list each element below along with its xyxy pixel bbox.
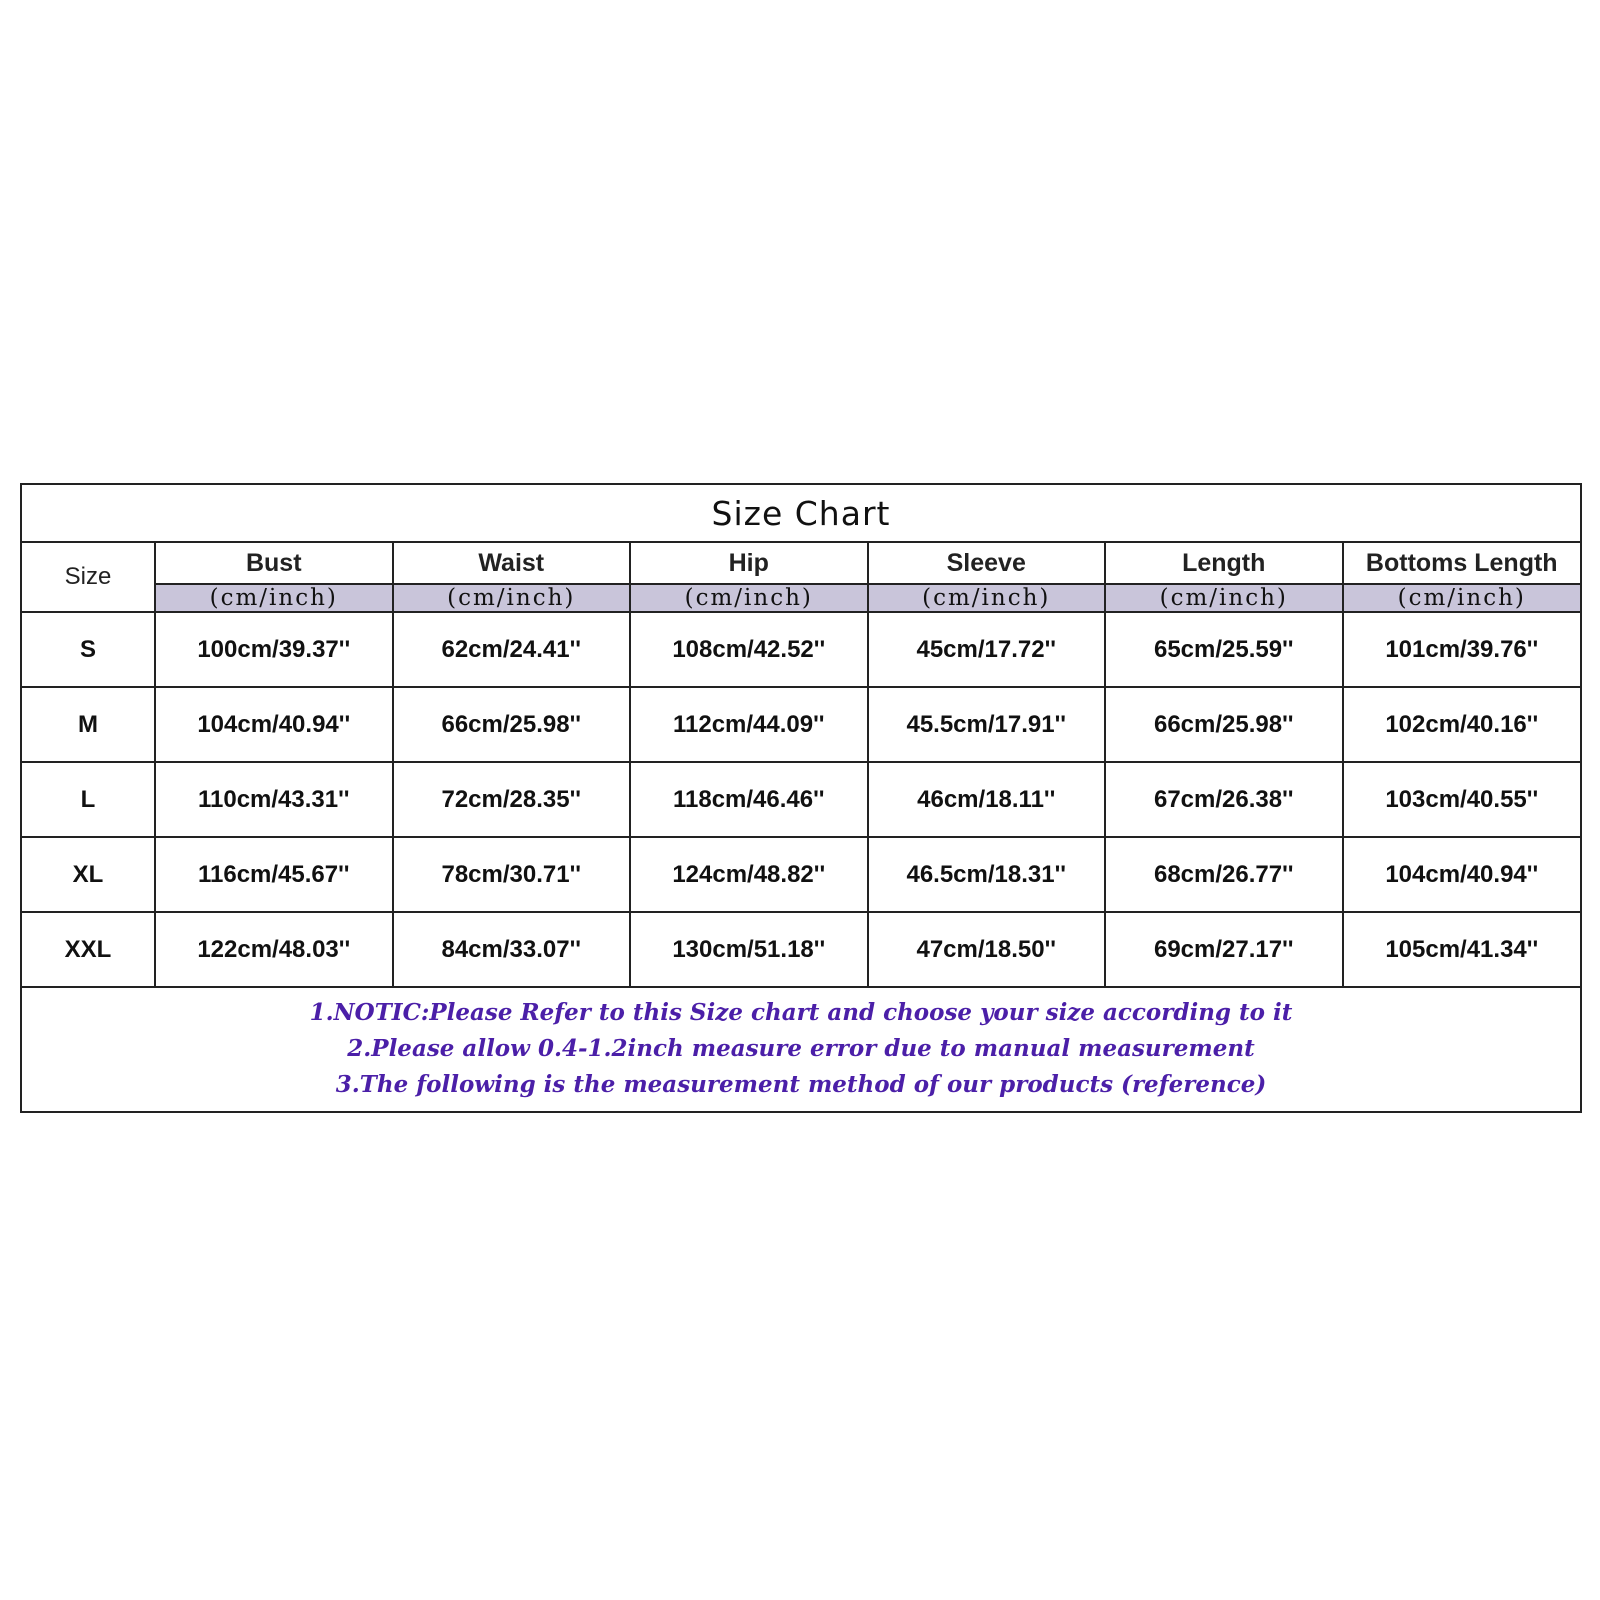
table-cell: 72cm/28.35'' — [393, 762, 631, 837]
unit-label: (cm/inch) — [393, 584, 631, 612]
table-cell: 62cm/24.41'' — [393, 612, 631, 687]
size-column-header: Size — [22, 543, 155, 612]
table-cell: 100cm/39.37'' — [155, 612, 393, 687]
table-cell: 45cm/17.72'' — [868, 612, 1106, 687]
note-line: 3.The following is the measurement method of our products (reference) — [335, 1071, 1267, 1098]
table-cell: 102cm/40.16'' — [1343, 687, 1581, 762]
unit-row — [22, 584, 1580, 612]
table-cell: 47cm/18.50'' — [868, 912, 1106, 987]
note-line: 1.NOTIC:Please Refer to this Size chart and choose your size according to it — [309, 999, 1293, 1026]
column-header-waist: Waist — [393, 543, 631, 584]
table-cell: 104cm/40.94'' — [1343, 837, 1581, 912]
table-row — [22, 762, 1580, 837]
table-row — [22, 687, 1580, 762]
table-row — [22, 912, 1580, 987]
unit-label: (cm/inch) — [1105, 584, 1343, 612]
table-cell: 105cm/41.34'' — [1343, 912, 1581, 987]
unit-label: (cm/inch) — [1343, 584, 1581, 612]
table-cell: 69cm/27.17'' — [1105, 912, 1343, 987]
size-chart — [20, 483, 1582, 1113]
size-label: XL — [22, 837, 155, 912]
table-cell: 116cm/45.67'' — [155, 837, 393, 912]
size-label: L — [22, 762, 155, 837]
table-cell: 118cm/46.46'' — [630, 762, 868, 837]
table-cell: 66cm/25.98'' — [1105, 687, 1343, 762]
size-label: M — [22, 687, 155, 762]
table-cell: 68cm/26.77'' — [1105, 837, 1343, 912]
unit-label: (cm/inch) — [630, 584, 868, 612]
unit-label: (cm/inch) — [868, 584, 1106, 612]
chart-title: Size Chart — [22, 485, 1580, 543]
table-cell: 78cm/30.71'' — [393, 837, 631, 912]
unit-label: (cm/inch) — [155, 584, 393, 612]
size-label: XXL — [22, 912, 155, 987]
column-header-hip: Hip — [630, 543, 868, 584]
table-cell: 104cm/40.94'' — [155, 687, 393, 762]
table-cell: 46cm/18.11'' — [868, 762, 1106, 837]
table-cell: 110cm/43.31'' — [155, 762, 393, 837]
table-cell: 122cm/48.03'' — [155, 912, 393, 987]
column-header-bottoms-length: Bottoms Length — [1343, 543, 1581, 584]
column-header-bust: Bust — [155, 543, 393, 584]
table-row — [22, 837, 1580, 912]
column-header-sleeve: Sleeve — [868, 543, 1106, 584]
table-cell: 65cm/25.59'' — [1105, 612, 1343, 687]
table-cell: 46.5cm/18.31'' — [868, 837, 1106, 912]
column-header-length: Length — [1105, 543, 1343, 584]
table-cell: 101cm/39.76'' — [1343, 612, 1581, 687]
table-cell: 130cm/51.18'' — [630, 912, 868, 987]
table-cell: 112cm/44.09'' — [630, 687, 868, 762]
table-cell: 84cm/33.07'' — [393, 912, 631, 987]
note-line: 2.Please allow 0.4-1.2inch measure error due to manual measurement — [347, 1035, 1255, 1062]
table-cell: 45.5cm/17.91'' — [868, 687, 1106, 762]
notes-section — [22, 988, 1580, 1110]
table-cell: 103cm/40.55'' — [1343, 762, 1581, 837]
size-table — [22, 543, 1580, 988]
table-cell: 124cm/48.82'' — [630, 837, 868, 912]
table-cell: 108cm/42.52'' — [630, 612, 868, 687]
table-cell: 66cm/25.98'' — [393, 687, 631, 762]
table-cell: 67cm/26.38'' — [1105, 762, 1343, 837]
size-label: S — [22, 612, 155, 687]
header-row — [22, 543, 1580, 584]
table-row — [22, 612, 1580, 687]
